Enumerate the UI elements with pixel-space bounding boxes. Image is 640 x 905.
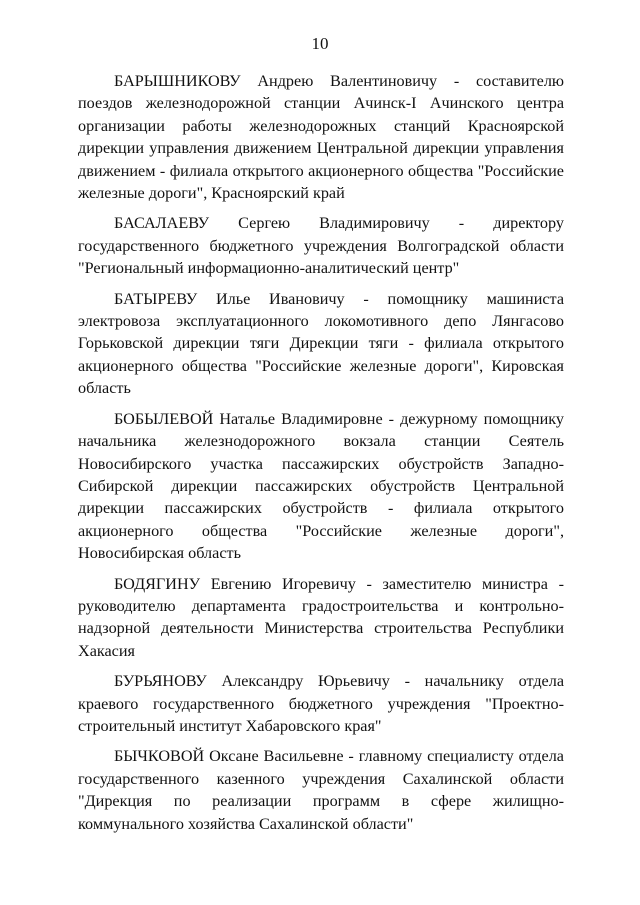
page-number: 10 <box>311 34 329 53</box>
award-entry-bychkova: БЫЧКОВОЙ Оксане Васильевне - главному специалисту отдела государственного казенного учреждения Сахалинской области "Дирекция по реализации программ в сфере жилищно-коммунального хозяйства Сахалинской области" <box>78 747 564 833</box>
award-entry-bodyagin: БОДЯГИНУ Евгению Игоревичу - заместителю министра - руководителю департамента градостроительства и контрольно-надзорной деятельности Министерства строительства Республики Хакасия <box>78 574 564 660</box>
award-entry-basalaev: БАСАЛАЕВУ Сергею Владимировичу - директору государственного бюджетного учреждения Волгоградской области "Региональный информационно-аналитический центр" <box>78 214 564 278</box>
award-entry-bobyleva: БОБЫЛЕВОЙ Наталье Владимировне - дежурному помощнику начальника железнодорожного вокзала станции Сеятель Новосибирского участка пассажирских обустройств Западно-Сибирской дирекции пассажирских обустройств Центральной дирекции пассажирских обустройств - филиала открытого акционерного общества "Российские железные дороги", Новосибирская область <box>78 409 564 563</box>
award-entry-batyrev: БАТЫРЕВУ Илье Ивановичу - помощнику машиниста электровоза эксплуатационного локомотивного депо Лянгасово Горьковской дирекции тяги Дирекции тяги - филиала открытого акционерного общества "Российские железные дороги", Кировская область <box>78 289 564 398</box>
award-entry-buryanov: БУРЬЯНОВУ Александру Юрьевичу - начальнику отдела краевого государственного бюджетного учреждения "Проектно-строительный институт Хабаровского края" <box>78 672 564 735</box>
document-body <box>78 70 564 835</box>
award-entry-baryshnikov: БАРЫШНИКОВУ Андрею Валентиновичу - составителю поездов железнодорожной станции Ачинск-I Ачинского центра организации работы железнодорожных станций Красноярской дирекции управления движением Центральной дирекции управления движением - филиала открытого акционерного общества "Российские железные дороги", Красноярский край <box>78 72 564 203</box>
